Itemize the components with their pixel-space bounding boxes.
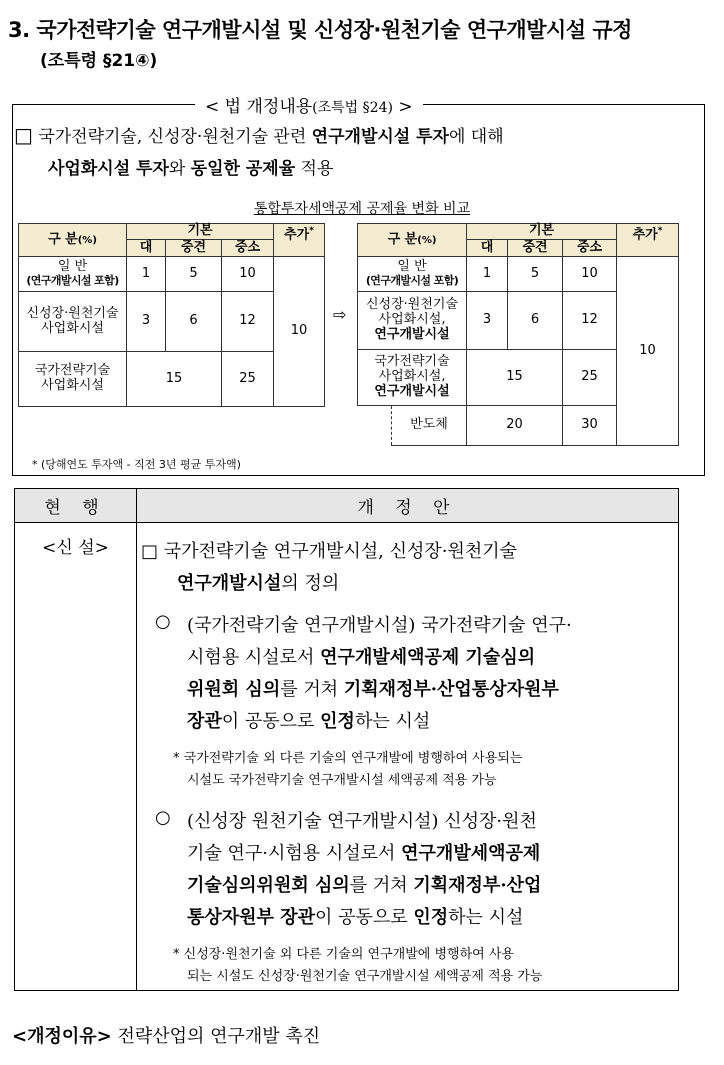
row-semiconductor-label: 반도체: [392, 406, 467, 446]
bullet1-line3: 위원회 심의를 거쳐 기획재정부·산업통상자원부: [187, 679, 559, 700]
cell: 1: [127, 257, 166, 292]
law-text-line1: □ 국가전략기술, 신성장·원천기술 관련 연구개발시설 투자에 대해: [14, 123, 504, 147]
checkbox-icon: □: [14, 123, 33, 147]
after-rate-table: [357, 223, 679, 446]
cell: 5: [508, 257, 563, 292]
cell: 3: [127, 292, 166, 352]
cell: 15: [467, 350, 563, 406]
cell: 5: [166, 257, 222, 292]
bullet2-line4: 통상자원부 장관이 공동으로 인정하는 시설: [187, 907, 524, 928]
cell: 3: [467, 292, 508, 350]
header-large: 대: [467, 240, 508, 257]
note1-line2: 시설도 국가전략기술 연구개발시설 세액공제 적용 가능: [187, 773, 497, 788]
amendment-table: [14, 488, 679, 991]
cell: 10: [563, 257, 617, 292]
header-small: 중소: [563, 240, 617, 257]
amendment-reason: [12, 1022, 320, 1048]
current-provision: <신 설>: [15, 523, 137, 991]
note2-line1: * 신성장·원천기술 외 다른 기술의 연구개발에 병행하여 사용: [173, 947, 514, 962]
cell: 30: [563, 406, 617, 446]
header-basic: 기본: [127, 224, 274, 240]
bullet-icon: ○: [155, 807, 171, 828]
note1-line1: * 국가전략기술 외 다른 기술의 연구개발에 병행하여 사용되는: [173, 751, 523, 766]
heading-subtitle: (조특령 §21④): [40, 51, 158, 71]
heading-title: 국가전략기술 연구개발시설 및 신성장·원천기술 연구개발시설 규정: [36, 18, 632, 42]
row-national-strategic-label: 국가전략기술 사업화시설, 연구개발시설: [358, 350, 467, 406]
arrow-icon: ⇨: [333, 305, 347, 324]
header-basic: 기본: [467, 224, 617, 240]
header-mid: 중견: [166, 240, 222, 257]
cell: 6: [166, 292, 222, 352]
reason-text: 전략산업의 연구개발 촉진: [117, 1026, 321, 1047]
header-current: 현 행: [15, 489, 137, 523]
header-gubun: 구 분(%): [19, 224, 127, 257]
row-general-label: 일 반 (연구개발시설 포함): [19, 257, 127, 292]
cell: 15: [127, 352, 222, 407]
cell: 10: [222, 257, 274, 292]
extra-value: 10: [274, 257, 325, 407]
cell: 20: [467, 406, 563, 446]
header-mid: 중견: [508, 240, 563, 257]
note2-line2: 되는 시설도 신성장·원천기술 연구개발시설 세액공제 적용 가능: [187, 969, 543, 984]
heading-number: 3.: [8, 18, 30, 42]
cell: 6: [508, 292, 563, 350]
page-heading: [8, 14, 632, 44]
bullet2-line3: 기술심의위원회 심의를 거쳐 기획재정부·산업: [187, 875, 542, 896]
comparison-title: 통합투자세액공제 공제율 변화 비교: [253, 201, 471, 217]
before-rate-table: [18, 223, 325, 407]
bullet2-line2: 기술 연구·시험용 시설로서 연구개발세액공제: [187, 843, 541, 864]
cell: 12: [222, 292, 274, 352]
law-text-line2: 사업화시설 투자와 동일한 공제율 적용: [48, 159, 334, 179]
law-amendment-title: < 법 개정내용(조특법 §24) >: [195, 92, 423, 117]
proposal-head-line2: 연구개발시설의 정의: [177, 573, 340, 594]
table-footnote: * (당해연도 투자액 - 직전 3년 평균 투자액): [32, 458, 241, 471]
proposed-provision: [137, 523, 679, 991]
cell: 25: [563, 350, 617, 406]
proposal-head-line1: □ 국가전략기술 연구개발시설, 신성장·원천기술: [141, 541, 518, 562]
bullet1-line4: 장관이 공동으로 인정하는 시설: [187, 711, 431, 732]
blank-cell: [358, 406, 392, 446]
cell: 12: [563, 292, 617, 350]
law-ref: (조특법 §24): [312, 100, 393, 116]
header-small: 중소: [222, 240, 274, 257]
bullet-icon: ○: [155, 611, 171, 632]
header-large: 대: [127, 240, 166, 257]
cell: 25: [222, 352, 274, 407]
row-general-label: 일 반 (연구개발시설 포함): [358, 257, 467, 292]
reason-label: <개정이유>: [12, 1026, 112, 1047]
row-national-strategic-label: 국가전략기술 사업화시설: [19, 352, 127, 407]
header-extra: 추가*: [274, 224, 325, 257]
header-extra: 추가*: [617, 224, 679, 257]
bullet2-line1: (신성장 원천기술 연구개발시설) 신성장·원천: [187, 811, 537, 832]
row-new-growth-label: 신성장·원천기술 사업화시설, 연구개발시설: [358, 292, 467, 350]
cell: 1: [467, 257, 508, 292]
extra-value: 10: [617, 257, 679, 446]
bullet1-line2: 시험용 시설로서 연구개발세액공제 기술심의: [187, 647, 536, 668]
header-proposed: 개 정 안: [137, 489, 679, 523]
row-new-growth-label: 신성장·원천기술 사업화시설: [19, 292, 127, 352]
checkbox-icon: □: [141, 541, 159, 562]
bullet1-line1: (국가전략기술 연구개발시설) 국가전략기술 연구·: [187, 615, 572, 636]
header-gubun: 구 분(%): [358, 224, 467, 257]
